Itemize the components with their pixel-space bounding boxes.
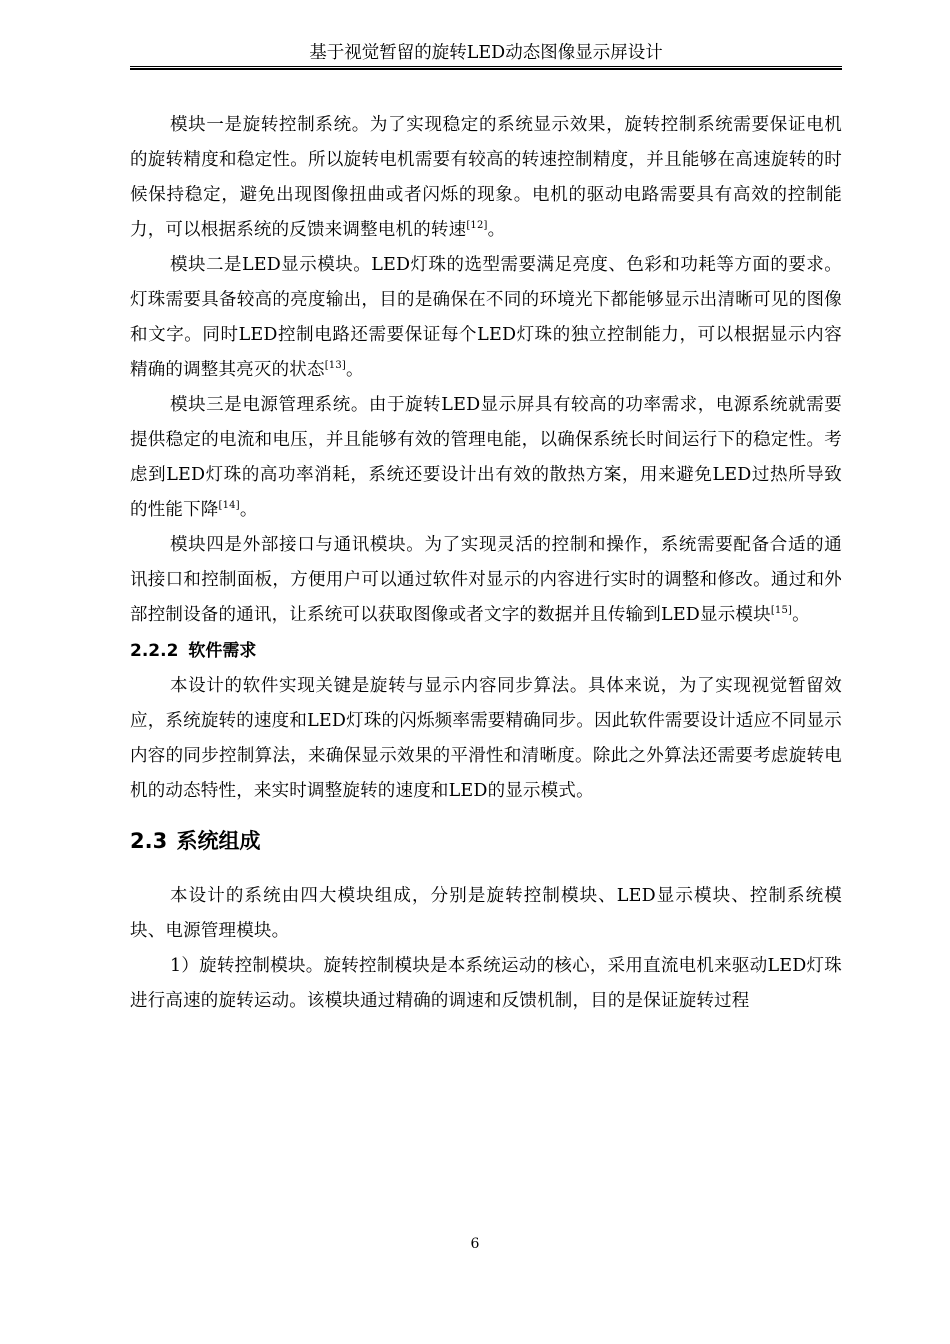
citation-13[interactable]: [13] <box>324 360 347 372</box>
paragraph-module-four: 模块四是外部接口与通讯模块。为了实现灵活的控制和操作，系统需要配备合适的通讯接口和控制面板，方便用户可以通过软件对显示的内容进行实时的调整和修改。通过和外部控制设备的通讯，让系统可以获取图像或者文字的数据并且传输到LED显示模块[15]。 <box>130 535 842 625</box>
paragraph-rotation-control-module: 1）旋转控制模块。旋转控制模块是本系统运动的核心，采用直流电机来驱动LED灯珠进行高速的旋转运动。该模块通过精确的调速和反馈机制，目的是保证旋转过程 <box>130 956 842 1011</box>
running-header: 基于视觉暂留的旋转LED动态图像显示屏设计 <box>309 43 663 63</box>
citation-14[interactable]: [14] <box>218 500 240 512</box>
page-body <box>130 108 842 1019</box>
header-rule-thin <box>130 66 842 67</box>
section-number: 2.2.2 <box>130 641 179 661</box>
section-title: 软件需求 <box>188 641 257 661</box>
paragraph-software-requirements: 本设计的软件实现关键是旋转与显示内容同步算法。具体来说，为了实现视觉暂留效应，系统旋转的速度和LED灯珠的闪烁频率需要精确同步。因此软件需要设计适应不同显示内容的同步控制算法，来确保显示效果的平滑性和清晰度。除此之外算法还需要考虑旋转电机的动态特性，来实时调整旋转的速度和LED的显示模式。 <box>130 676 842 801</box>
paragraph-module-one: 模块一是旋转控制系统。为了实现稳定的系统显示效果，旋转控制系统需要保证电机的旋转精度和稳定性。所以旋转电机需要有较高的转速控制精度，并且能够在高速旋转的时候保持稳定，避免出现图像扭曲或者闪烁的现象。电机的驱动电路需要具有高效的控制能力，可以根据系统的反馈来调整电机的转速[12]。 <box>130 115 842 240</box>
section-heading-2-2-2 <box>130 633 842 669</box>
header-rule-thick <box>130 68 842 70</box>
section-title: 系统组成 <box>176 829 261 853</box>
section-number: 2.3 <box>130 829 168 853</box>
citation-15[interactable]: [15] <box>770 605 793 617</box>
paragraph-module-three: 模块三是电源管理系统。由于旋转LED显示屏具有较高的功率需求，电源系统就需要提供稳定的电流和电压，并且能够有效的管理电能，以确保系统长时间运行下的稳定性。考虑到LED灯珠的高功率消耗，系统还要设计出有效的散热方案，用来避免LED过热所导致的性能下降[14]。 <box>130 395 842 520</box>
page-number: 6 <box>470 1236 480 1252</box>
paragraph-module-two: 模块二是LED显示模块。LED灯珠的选型需要满足亮度、色彩和功耗等方面的要求。灯珠需要具备较高的亮度输出，目的是确保在不同的环境光下都能够显示出清晰可见的图像和文字。同时LED控制电路还需要保证每个LED灯珠的独立控制能力，可以根据显示内容精确的调整其亮灭的状态[13]。 <box>130 255 842 380</box>
section-heading-2-3 <box>130 809 842 879</box>
citation-12[interactable]: [12] <box>466 220 488 232</box>
paragraph-system-composition: 本设计的系统由四大模块组成，分别是旋转控制模块、LED显示模块、控制系统模块、电源管理模块。 <box>130 886 842 941</box>
